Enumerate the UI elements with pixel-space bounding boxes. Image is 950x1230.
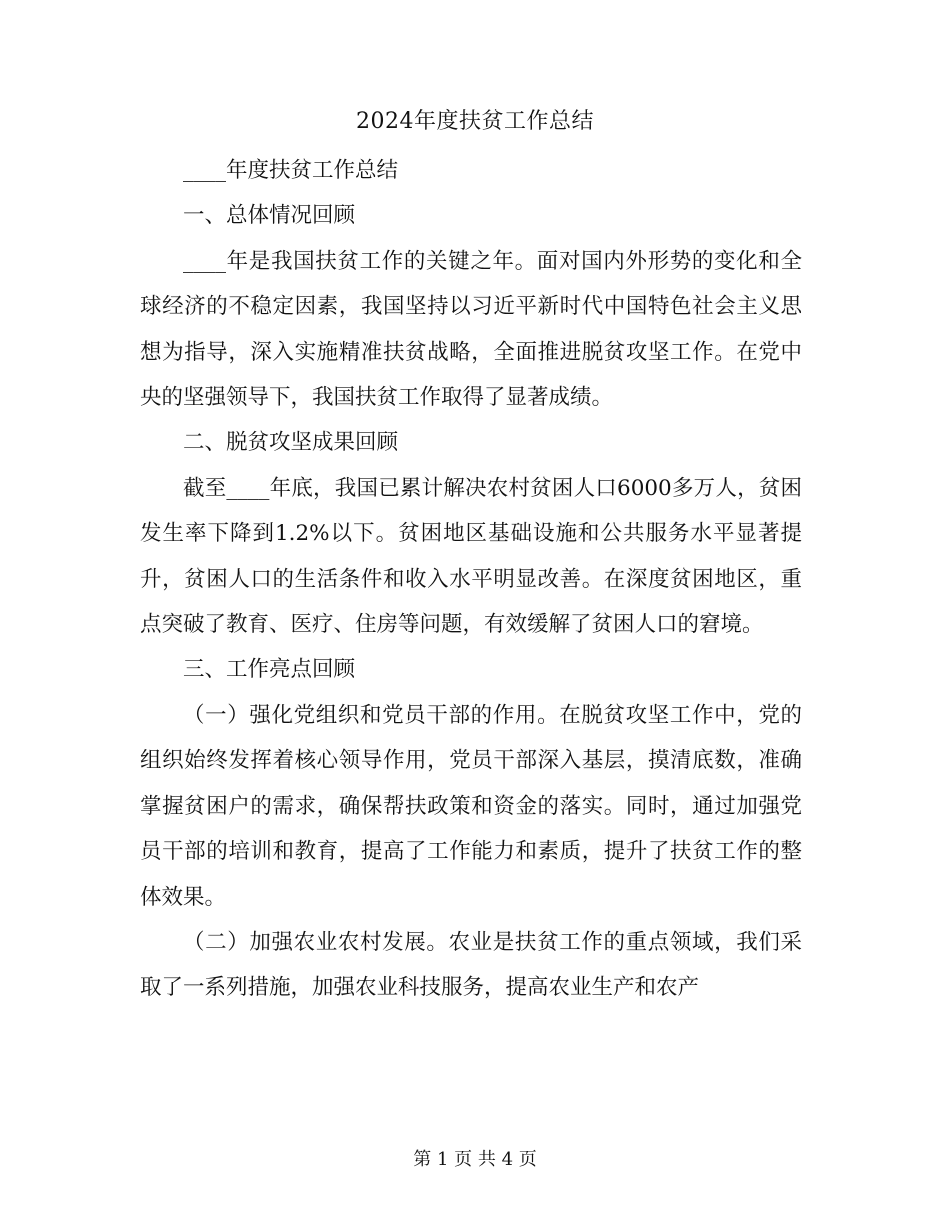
- highlight-item-party: （一）强化党组织和党员干部的作用。在脱贫攻坚工作中，党的组织始终发挥着核心领导作用，党员干部深入基层，摸清底数，准确掌握贫困户的需求，确保帮扶政策和资金的落实。同时，通过加强党员干部的培训和教育，提高了工作能力和素质，提升了扶贫工作的整体效果。: [140, 702, 802, 910]
- document-title: 2024年度扶贫工作总结: [356, 109, 594, 134]
- page-footer: [0, 1146, 950, 1174]
- section-heading-overview: 一、总体情况回顾: [183, 203, 356, 229]
- section-heading-highlights: 三、工作亮点回顾: [183, 657, 356, 683]
- subtitle-paragraph: ____年度扶贫工作总结: [183, 158, 399, 183]
- section-heading-achievements: 二、脱贫攻坚成果回顾: [183, 430, 399, 456]
- page-number-label: 第 1 页 共 4 页: [413, 1149, 537, 1170]
- document-body: [140, 148, 802, 1011]
- achievements-paragraph: 截至____年底，我国已累计解决农村贫困人口6000多万人，贫困发生率下降到1.2%以下。贫困地区基础设施和公共服务水平显著提升，贫困人口的生活条件和收入水平明显改善。在深度贫困地区，重点突破了教育、医疗、住房等问题，有效缓解了贫困人口的窘境。: [140, 475, 802, 638]
- overview-paragraph: ____年是我国扶贫工作的关键之年。面对国内外形势的变化和全球经济的不稳定因素，我国坚持以习近平新时代中国特色社会主义思想为指导，深入实施精准扶贫战略，全面推进脱贫攻坚工作。在党中央的坚强领导下，我国扶贫工作取得了显著成绩。: [140, 248, 802, 411]
- highlight-item-agriculture: （二）加强农业农村发展。农业是扶贫工作的重点领域，我们采取了一系列措施，加强农业科技服务，提高农业生产和农产: [140, 929, 802, 1001]
